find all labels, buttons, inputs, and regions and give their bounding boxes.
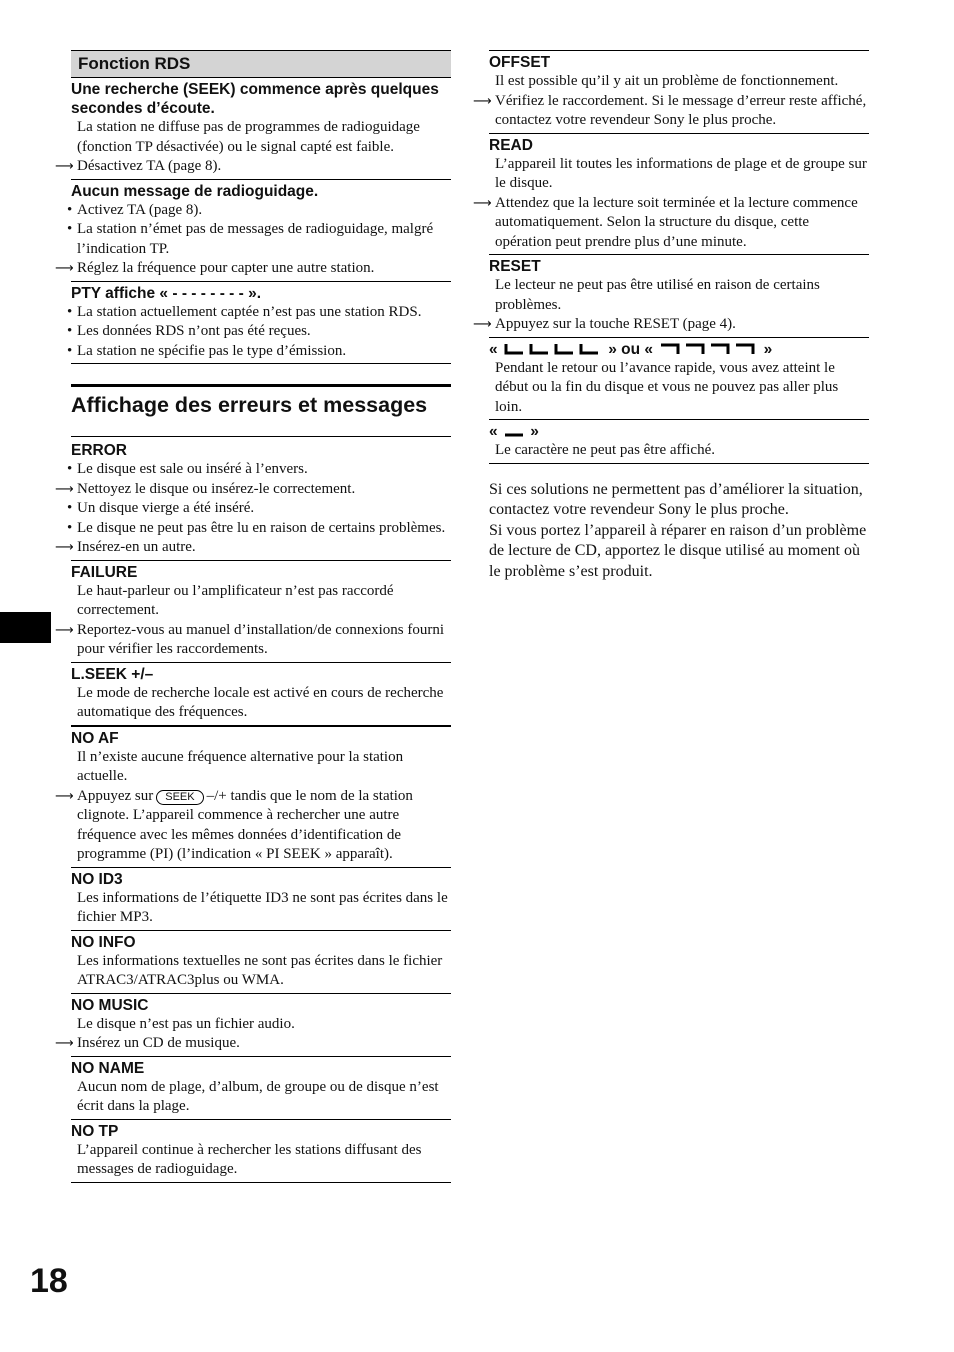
section-tab-marker [0,612,51,643]
entry-text: Le mode de recherche locale est activé en cours de recherche automatique des fréquences. [77,684,444,720]
closing-paragraph-2: Si vous portez l’appareil à réparer en raison d’un problème de lecture de CD, apportez le disque utilisé au moment où le problème s’est produit. [489,521,867,580]
error-entry-dash [489,420,869,464]
entry-action: ⟶ Réglez la fréquence pour capter une autre station. [71,259,451,279]
error-entry-lseek [71,663,451,727]
right-arrow-icon: ⟶ [473,317,492,332]
entry-heading: « » ou « » [489,340,773,358]
error-entry-noinfo [71,931,451,994]
entry-bullet: • Un disque vierge a été inséré. [71,499,451,519]
left-column [55,50,451,1183]
right-arrow-icon: ⟶ [55,481,74,497]
entry-text: Le disque n’est pas un fichier audio. [77,1015,295,1032]
seek-button-icon: SEEK [156,790,203,805]
error-entry-noid3 [71,868,451,931]
entry-bullet: • La station ne spécifie pas le type d’émission. [71,342,451,362]
entry-bullet: • La station n’émet pas de messages de radioguidage, malgré l’indication TP. [71,220,451,259]
entry-action: ⟶ Vérifiez le raccordement. Si le message d’erreur reste affiché, contactez votre revendeur Sony le plus proche. [473,92,867,128]
error-entry-notp [71,1120,451,1183]
error-entry-reset [473,255,869,338]
error-entry-nomusic [55,994,451,1057]
rds-entry-seek [55,78,451,180]
right-arrow-icon: ⟶ [55,540,74,555]
entry-heading: NO MUSIC [71,996,149,1014]
entry-text: La station ne diffuse pas de programmes de radioguidage (fonction TP désactivée) ou le signal capté est faible. [77,119,420,155]
entry-bullet: • Le disque est sale ou inséré à l’envers. [71,460,451,480]
entry-text: Le lecteur ne peut pas être utilisé en raison de certains problèmes. [495,277,820,313]
entry-heading: FAILURE [71,563,138,581]
entry-action: ⟶ Nettoyez le disque ou insérez-le correctement. [71,480,451,500]
entry-bullet: • La station actuellement captée n’est pas une station RDS. [71,303,451,323]
rds-entry-pty [71,282,451,365]
error-entry-segments [489,338,869,421]
right-arrow-icon: ⟶ [473,195,492,211]
entry-action: ⟶ Appuyez sur SEEK –/+ tandis que le nom de la station clignote. L’appareil commence à rechercher une autre fréquence avec les mêmes données d’identification de programme (PI) (l’indication « PI SEEK » apparaît). [55,787,413,862]
entry-text: Il est possible qu’il y ait un problème de fonctionnement. [495,73,839,89]
entry-heading: NO ID3 [71,870,123,888]
closing-paragraph-1: Si ces solutions ne permettent pas d’améliorer la situation, contactez votre revendeur Sony le plus proche. [489,480,863,518]
right-arrow-icon: ⟶ [55,261,74,276]
entry-action: ⟶ Reportez-vous au manuel d’installation/de connexions fourni pour vérifier les raccordements. [55,621,444,657]
entry-heading: NO NAME [71,1059,145,1077]
right-arrow-icon: ⟶ [55,622,74,638]
error-entry-error [55,437,451,561]
entry-text: Pendant le retour ou l’avance rapide, vous avez atteint le début ou la fin du disque et vous ne pouvez pas aller plus loin. [495,359,839,415]
entry-text: L’appareil lit toutes les informations de plage et de groupe sur le disque. [495,155,867,191]
entry-heading: RESET [489,258,541,275]
error-entry-offset [473,51,869,134]
right-arrow-icon: ⟶ [55,788,74,804]
entry-bullet: • Les données RDS n’ont pas été reçues. [71,322,451,342]
entry-action: ⟶ Désactivez TA (page 8). [71,157,451,177]
entry-heading: NO INFO [71,933,136,951]
entry-text: Le haut-parleur ou l’amplificateur n’est pas raccordé correctement. [77,582,394,618]
entry-action: ⟶ Insérez-en un autre. [71,538,451,558]
error-entry-noaf [55,727,451,868]
page-number: 18 [30,1262,68,1300]
entry-heading: READ [489,136,533,154]
entry-action: ⟶ Appuyez sur la touche RESET (page 4). [489,315,869,335]
entry-action: ⟶ Attendez que la lecture soit terminée et la lecture commence automatiquement. Selon la structure du disque, cette opération peut prendre plus d’une minute. [473,194,858,250]
rds-entry-no-message [55,180,451,282]
upper-segments-icon [658,342,758,356]
entry-action: ⟶ Insérez un CD de musique. [71,1034,451,1054]
error-entry-read [473,134,869,256]
section-title-errors: Affichage des erreurs et messages [71,384,451,437]
entry-text: Les informations textuelles ne sont pas écrites dans le fichier ATRAC3/ATRAC3plus ou WMA. [77,952,443,988]
right-arrow-icon: ⟶ [55,1036,74,1051]
middle-dash-icon [503,425,525,439]
entry-heading: L.SEEK +/– [71,665,154,683]
entry-text: Il n’existe aucune fréquence alternative pour la station actuelle. [77,748,404,784]
entry-bullet: • Le disque ne peut pas être lu en raison de certains problèmes. [71,519,451,539]
entry-heading: NO AF [71,729,119,747]
error-entry-noname [71,1057,451,1120]
section-title-rds: Fonction RDS [71,50,451,78]
entry-text: Le caractère ne peut pas être affiché. [495,442,715,458]
entry-heading: ERROR [71,442,127,459]
entry-bullet: • Activez TA (page 8). [71,201,451,221]
entry-heading: NO TP [71,1122,119,1140]
entry-heading: Aucun message de radioguidage. [71,182,319,200]
entry-heading: « » [489,423,539,440]
entry-text: L’appareil continue à rechercher les stations diffusant des messages de radioguidage. [77,1141,422,1177]
entry-text: Les informations de l’étiquette ID3 ne sont pas écrites dans le fichier MP3. [77,889,448,925]
right-arrow-icon: ⟶ [473,93,492,109]
right-arrow-icon: ⟶ [55,159,74,174]
right-column [473,50,869,582]
entry-text: Aucun nom de plage, d’album, de groupe ou de disque n’est écrit dans la plage. [77,1078,439,1114]
lower-segments-icon [503,342,603,356]
entry-heading: OFFSET [489,54,551,71]
entry-heading: Une recherche (SEEK) commence après quelques secondes d’écoute. [71,81,439,117]
entry-heading: PTY affiche « - - - - - - - - ». [71,284,262,302]
error-entry-failure [55,561,451,663]
